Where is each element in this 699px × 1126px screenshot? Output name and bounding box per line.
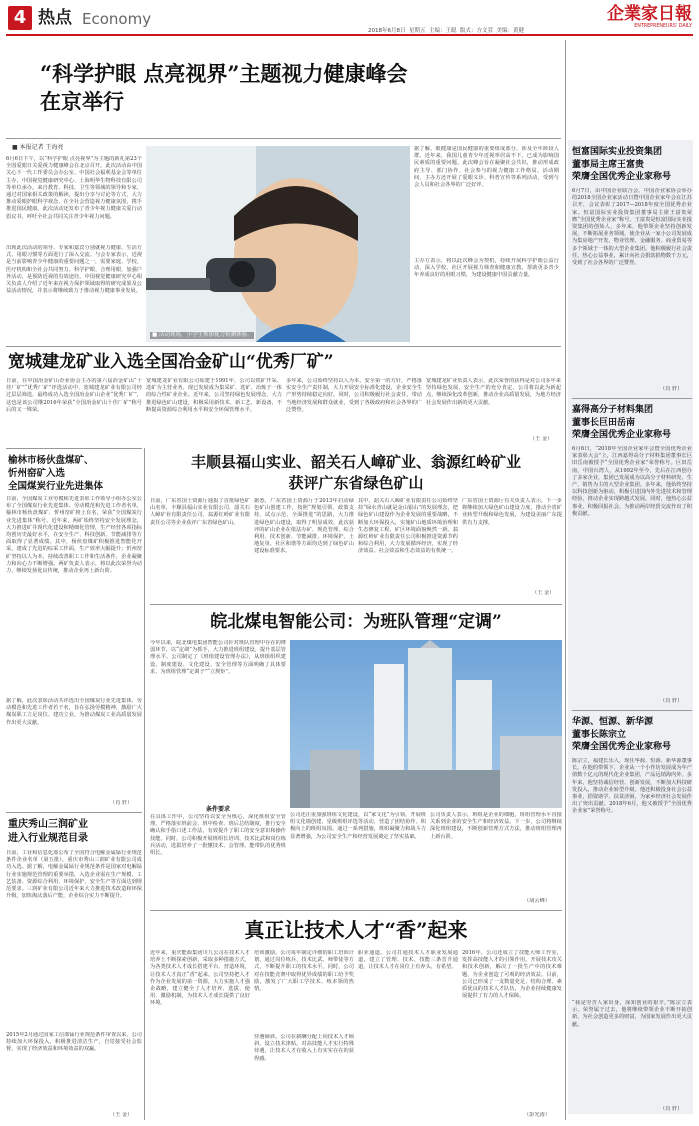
a5-sign: （王 金） bbox=[532, 590, 555, 596]
a7-body-1: 近年来，重庆能源集团川九公司在技术人才培养上不断探索创新，采取多种措施方式，为各类技术人才成长搭建平台、营造环境，让技术人才真正“香”起来。公司坚持把人才作为企业发展的第一资源，大力实施人才强企战略，建立健全了人才培养、选拔、使用、激励机制，为技术人才成长提供了良好环境。 bbox=[150, 950, 250, 1007]
lead-photo-caption: ■ 活动现场，小学生参加视力检测体验。 bbox=[152, 332, 253, 338]
a2-divider bbox=[6, 346, 561, 347]
r2-headline bbox=[572, 404, 692, 442]
r3-headline-l1: 华源、恒源、新华源 bbox=[572, 717, 654, 727]
r1-headline-l3: 荣膺全国优秀企业家称号 bbox=[572, 172, 672, 182]
r2-headline-l1: 嘉得高分子材料集团 bbox=[572, 405, 654, 415]
a6-photo bbox=[290, 640, 562, 808]
a6-headline: 皖北煤电智能公司：为班队管理“定调” bbox=[210, 612, 502, 632]
a7-body-2: 培训激励。公司每年制定详细的职工培训计划，通过岗位练兵、技术比武、师带徒等方式，不断提升职工的技术水平。同时，公司对在技能竞赛中取得优异成绩的职工给予奖励，激发了广大职工学技术、练本领的热情。 bbox=[254, 950, 354, 993]
a4-body: 日前，工业和信息化部公布了全国符合电解金属锰行业规范条件企业名单（第五批），重庆市秀山三润矿业有限公司成功入选。据了解，电解金属锰行业规范条件是国家对电解锰行业实施规范管理的重要举措，入选企业需在生产规模、工艺装备、资源综合利用、环境保护、安全生产等方面达到规范要求。三润矿业有限公司近年来大力推进技术改造和环保升级，加快淘汰落后产能，企业综合实力不断提升。 bbox=[6, 850, 142, 900]
a5-body-3: 其中，韶关石人嶂矿业有限责任公司始终坚持“绿水青山就是金山银山”的发展理念，把绿色矿山建设作为企业发展的重要战略，不断加大环保投入，实施矿山地质环境治理和生态修复工程，矿区环境面貌焕然一新。翁源红岭矿业有限责任公司积极推进资源节约和综合利用，大力发展循环经济，实现了经济效益、社会效益和生态效益的有机统一。 bbox=[358, 498, 458, 555]
a6-body-1: 今年以来，皖北煤电集团智能公司针对班队管理中存在的薄弱环节，以“定调”为抓手，大力推进班组建设，提升基层管理水平。公司制定了《班组建设管理办法》，从班组组织建设、制度建设、文化建设、安全管理等方面明确了具体要求，为班组管理“定调子”“立规矩”。 bbox=[150, 640, 286, 675]
a7-headline: 真正让技术人才“香”起来 bbox=[244, 918, 468, 942]
r3-body-2: “我是穷苦人家出身，深知创业的艰辛。”陈宗立表示，荣誉属于过去，他将继续带领企业不断开拓创新，为社会创造更多的财富，为国家发展作出更大贡献。 bbox=[572, 1000, 692, 1028]
a3-divider bbox=[6, 448, 142, 449]
a6-sign: （胡云峰） bbox=[524, 898, 550, 904]
a5-headline-l2: 获评广东省绿色矿山 bbox=[288, 474, 424, 492]
header-divider bbox=[6, 34, 693, 36]
a5-body-4: 广东省国土资源厅有关负责人表示，下一步将继续加大绿色矿山建设力度，推动全省矿业转型升级和绿色发展，为建设美丽广东提供有力支撑。 bbox=[462, 498, 562, 526]
a6-body-3: 公司还注重加强班组文化建设，以“家文化”为引领，开展班组文化墙创建、星级班组评选等活动，营造了团结协作、积极向上的班组氛围。通过一系列措施，班组凝聚力和战斗力显著增强，为公司安全生产和经营发展奠定了坚实基础。 bbox=[290, 812, 426, 840]
lead-headline bbox=[40, 60, 555, 116]
a4-divider bbox=[6, 812, 142, 813]
lead-body-col3: 主办方表示，将以此次峰会为契机，持续开展科学护眼公益行动，深入学校、社区开展视力筛查和健康宣教，帮助更多青少年养成良好的用眼习惯，为建设健康中国贡献力量。 bbox=[414, 258, 559, 279]
a6-body-4: 公司负责人表示，班组是企业的细胞，班组管理水平直接关系到企业的安全生产和经济效益。下一步，公司将继续深化班组建设，不断创新管理方式方法，推动班组管理再上新台阶。 bbox=[430, 812, 562, 840]
paper-logo-en: ENTREPRENEURS' DAILY bbox=[634, 24, 692, 29]
a7-divider bbox=[150, 910, 562, 911]
page-number: 4 bbox=[8, 6, 32, 30]
a2-body-3: 多年来，公司始终坚持以人为本、安全第一的方针，严格落实安全生产责任制，大力开展安全标准化建设，企业安全生产形势持续稳定向好。同时，公司积极履行社会责任，带动当地经济发展和群众就业，受到了各级政府和社会各界的广泛赞誉。 bbox=[286, 378, 422, 413]
r1-sign: （肖 轩） bbox=[660, 386, 683, 392]
a6-subhead: 条件要求 bbox=[205, 806, 230, 813]
r1-headline-l2: 董事局主席王富贵 bbox=[572, 159, 645, 170]
r2-body: 6月6日，“2018年全国企业家年会暨全国优秀企业家表彰大会”上，江西嘉得高分子材料集团董事长巨田岳南被授予“全国优秀企业家”荣誉称号。巨田岳南，中国台湾人，从1992年至今，先后在江西创办了多家企业，集团已发展成为以高分子材料研发、生产、销售为主的大型企业集团。多年来，他始终坚持以科技创新为驱动，积极引进国内外先进技术和管理经验，推动企业实现跨越式发展。同时，他热心公益事业，积极回报社会，为推动两岸经贸交流作出了积极贡献。 bbox=[572, 446, 692, 517]
a7-sign: （彭光涛） bbox=[524, 1112, 550, 1118]
r3-divider bbox=[572, 710, 692, 711]
a7-body-3: 待遇倾斜。公司在薪酬分配上向技术人才倾斜，设立技术津贴，对高技能人才实行特殊待遇，让技术人才在收入上有实实在在的获得感。 bbox=[254, 1034, 354, 1062]
r2-headline-l2: 董事长巨田岳南 bbox=[572, 417, 636, 428]
a3-sign: （肖 轩） bbox=[110, 800, 133, 806]
a4-headline-l1: 重庆秀山三润矿业 bbox=[8, 819, 88, 830]
lead-byline: ■ 本报记者 王海亮 bbox=[12, 144, 64, 151]
r2-sign: （肖 轩） bbox=[660, 698, 683, 704]
lead-photo bbox=[146, 146, 410, 342]
r3-sign: （肖 轩） bbox=[660, 1106, 683, 1112]
lead-body-col1: 6月6日下午，以“科学护眼 点亮视界”为主题的新礼第23个全国爱眼日关爱视力健康峰会在北京召开。此次活动由中国关心下一代工作委员会办公室、中国社会福利基金会等单位主办，中国视觉健康研究中心、上海明华生物科技有限公司等单位承办。来自教育、科技、卫生等领域的领导和专家，通过对国家相关政策的解读，提出分享与讨论等方式，大力推动爱眼护眼科学观念，在全社会营造视力健康氛围，携手推进国民健康。此次活动还发布了青少年视力健康关爱行动倡议书，呼吁全社会共同关注青少年视力问题。 bbox=[6, 156, 142, 220]
a3-body: 日前，全国煤炭工业劳模和先进表彰工作领导小组办公室公布了全国煤炭行业先进集体、劳动模范和先进工作者名单，榆林市杨伙盘煤矿、忻州窑矿榜上有名，荣获“全国煤炭行业先进集体”称号。近年来，两矿始终坚持安全发展理念，大力推进矿井现代化建设和精细化管理，生产经营各项指标均创历史最好水平，在安全生产、科技创新、节能减排等方面取得了显著成绩。其中，杨伙盘煤矿积极推进智能化开采，建成了先进的综采工作面，生产效率大幅提升；忻州窑矿坚持以人为本，持续改善职工工作和生活条件，企业凝聚力和向心力不断增强。两矿负责人表示，将以此次荣誉为动力，继续发扬优良传统，推动企业再上新台阶。 bbox=[6, 496, 142, 575]
r3-headline-l3: 荣膺全国优秀企业家称号 bbox=[572, 742, 672, 752]
a5-headline-l1: 丰顺县福山实业、韶关石人嶂矿业、翁源红岭矿业 bbox=[190, 453, 521, 471]
a2-body-4: 宽城建龙矿业负责人表示，此次荣誉的获得是对公司多年来坚持绿色发展、安全生产的充分肯定，公司将以此为新起点，继续深化改革创新，推动企业高质量发展，为地方经济社会发展作出新的更大贡献。 bbox=[426, 378, 561, 406]
a3-headline bbox=[8, 454, 142, 493]
a6-body-2: 在具体工作中，公司坚持以安全为核心，深化班组安全管理，严格落实班前会、班中检查、班后总结制度，推行安全确认和手指口述工作法，有效提升了职工的安全意识和操作技能。同时，公司积极开展班组长培训、技术比武和岗位练兵活动，选拔培养了一批懂技术、会管理、能带队的优秀班组长。 bbox=[150, 814, 286, 857]
a4-body-2: 2015年2月通过国家工信部锰行业规范条件审查以来，公司持续加大环保投入，积极推进清洁生产，自觉接受社会监督，实现了经济效益和环境效益的双赢。 bbox=[6, 1032, 142, 1053]
a2-body-1: 日前，在中国冶金矿山企业协会主办的第六届冶金矿山“十佳厂矿”“优秀厂矿”评选活动中，宽城建龙矿业有限公司经过层层筛选，最终成功入选全国冶金矿山企业“优秀厂矿”，这也是该公司继2016年荣获“全国冶金矿山十佳厂矿”称号后的又一殊荣。 bbox=[6, 378, 142, 413]
r3-headline-l2: 董事长陈宗立 bbox=[572, 729, 627, 740]
lead-body-col2: 据了解，眼健康是国民健康的重要组成部分，涉及全年龄段人群。近年来，我国儿童青少年近视率居高不下，已成为影响国民素质的重要问题。此次峰会旨在凝聚社会共识，推动形成政府主导、部门协作、社会参与的视力健康工作格局。活动期间，主办方还开展了爱眼义诊、科普宣传等系列活动，受到与会人员和社会各界的广泛好评。 bbox=[414, 146, 559, 189]
section-title-en: Economy bbox=[82, 10, 152, 28]
a2-headline: 宽城建龙矿业入选全国冶金矿山“优秀厂矿” bbox=[8, 352, 334, 372]
a7-body-4: 职业通道。公司打通技术人才职业发展通道，建立了管理、技术、技能三条晋升通道，让技术人才在岗位上有奔头、有希望。 bbox=[358, 950, 458, 971]
a2-sign: （王 金） bbox=[530, 436, 553, 442]
a5-headline bbox=[150, 452, 562, 494]
a5-body-1: 日前，广东省国土资源厅通报了首批绿色矿山名单，丰顺县福山实业有限公司、韶关石人嶂矿业有限责任公司、翁源红岭矿业有限责任公司等企业获评广东省绿色矿山。 bbox=[150, 498, 250, 526]
editor: 主编：王聪 bbox=[429, 28, 457, 34]
a3-headline-l3: 全国煤炭行业先进集体 bbox=[8, 481, 104, 492]
r3-headline bbox=[572, 716, 692, 754]
left-column-rule bbox=[144, 448, 145, 1120]
section-title: 热点 bbox=[38, 8, 72, 28]
a6-photo-illustration bbox=[290, 640, 562, 808]
a4-sign: （王 金） bbox=[110, 1112, 133, 1118]
a3-headline-l1: 榆林市杨伙盘煤矿、 bbox=[8, 455, 94, 466]
lead-headline-line2: 在京举行 bbox=[40, 89, 124, 114]
r1-body: 6月7日，由中国企业联合会、中国企业家协会举办的2018全国企业家活动日暨中国企业家年会在江苏召开，会议表彰了2017—2018年度全国优秀企业家。恒富国际实业投资集团董事局主席王富贵荣膺“全国优秀企业家”称号。王富贵是恒富国际实业投资集团的创始人，多年来，他带领企业坚持创新发展，不断拓展业务领域，使企业从一家小公司发展成为集房地产开发、物业管理、金融服务、商业贸易等多个领域于一体的大型企业集团。他积极履行社会责任，热心公益事业，累计向社会捐款捐物数千万元，受到了社会各界的广泛赞誉。 bbox=[572, 188, 692, 267]
lead-divider bbox=[6, 138, 561, 139]
lead-headline-line1: “科学护眼 点亮视界”主题视力健康峰会 bbox=[40, 61, 408, 86]
r2-divider bbox=[572, 398, 692, 399]
lead-body-col1b: 出席此次活动的领导、专家和嘉宾分别就视力健康、生活方式、用眼习惯等方面进行了深入交流。与会专家表示，近视是当前影响青少年健康的重要问题之一，需要家庭、学校、医疗机构和全社会共同努力。科学护眼、合理用眼、加强户外活动，是预防近视的有效途径。中国视觉健康研究中心相关负责人介绍了近年来在视力保护领域取得的研究成果及公益活动情况，并表示将继续致力于推动视力健康事业发展。 bbox=[6, 245, 142, 295]
designer: 版式：方文萱 bbox=[460, 28, 494, 34]
a5-body-2: 据悉，广东省国土资源厅于2013年启动绿色矿山创建工作，按照“规划引领、政策支持、试点示范、全面推进”的思路，大力推进绿色矿山建设，取得了明显成效。此次获评的矿山企业在依法办矿、规范管理、综合利用、技术创新、节能减排、环境保护、土地复垦、社区和谐等方面均达到了绿色矿山建设标准要求。 bbox=[254, 498, 354, 555]
issue-date: 2018年6月8日 bbox=[368, 28, 406, 34]
a4-headline bbox=[8, 818, 142, 846]
checker: 美编：黄健 bbox=[496, 28, 525, 34]
lead-photo-illustration bbox=[146, 146, 410, 342]
a6-divider bbox=[150, 604, 562, 605]
r2-headline-l3: 荣膺全国优秀企业家称号 bbox=[572, 430, 672, 440]
r1-headline-l1: 恒富国际实业投资集团 bbox=[572, 147, 663, 157]
a3-headline-l2: 忻州窑矿入选 bbox=[8, 468, 66, 479]
a7-body-5: 2016年，公司还成立了技能大师工作室，发挥高技能人才的引领作用，开展技术攻关和技术创新，解决了一批生产中的技术难题，为企业创造了可观的经济效益。目前，公司已形成了一支数量充足、结构合理、素质优良的技术人才队伍，为企业持续健康发展提供了有力的人才保障。 bbox=[462, 950, 562, 1000]
paper-logo: 企業家日報 bbox=[607, 4, 692, 24]
r1-headline bbox=[572, 146, 692, 184]
a2-body-2: 宽城建龙矿业有限公司始建于1991年，公司以铁矿开采、选矿为主营业务，现已发展成为集采矿、选矿、冶炼于一体的综合性矿业企业。近年来，公司坚持绿色发展理念，大力推进绿色矿山建设，积极采用新技术、新工艺、新设备，不断提高资源综合利用水平和安全环保管理水平。 bbox=[146, 378, 282, 413]
a3-body-2: 据了解，此次表彰活动共评选出全国煤炭行业先进集体、劳动模范和先进工作者若干名，旨在弘扬劳模精神，激励广大煤炭职工立足岗位、建功立业，为推动煤炭工业高质量发展作出更大贡献。 bbox=[6, 698, 142, 726]
sidebar-rule bbox=[565, 40, 566, 1120]
a4-headline-l2: 进入行业规范目录 bbox=[8, 833, 88, 844]
r3-body: 陈宗立，福建长乐人，现任华源、恒源、新华源董事长。在他的带领下，企业从一个小作坊发展成为年产值数十亿元的现代化企业集团，产品远销海内外。多年来，他坚持诚信经营、创新发展，不断加大科技研发投入，推动企业转型升级。他还积极投身社会公益事业，捐资助学、扶贫济困，为家乡经济社会发展作出了突出贡献。2018年6月，他又被授予“全国优秀企业家”荣誉称号。 bbox=[572, 758, 692, 815]
issue-weekday: 星期五 bbox=[409, 28, 426, 34]
